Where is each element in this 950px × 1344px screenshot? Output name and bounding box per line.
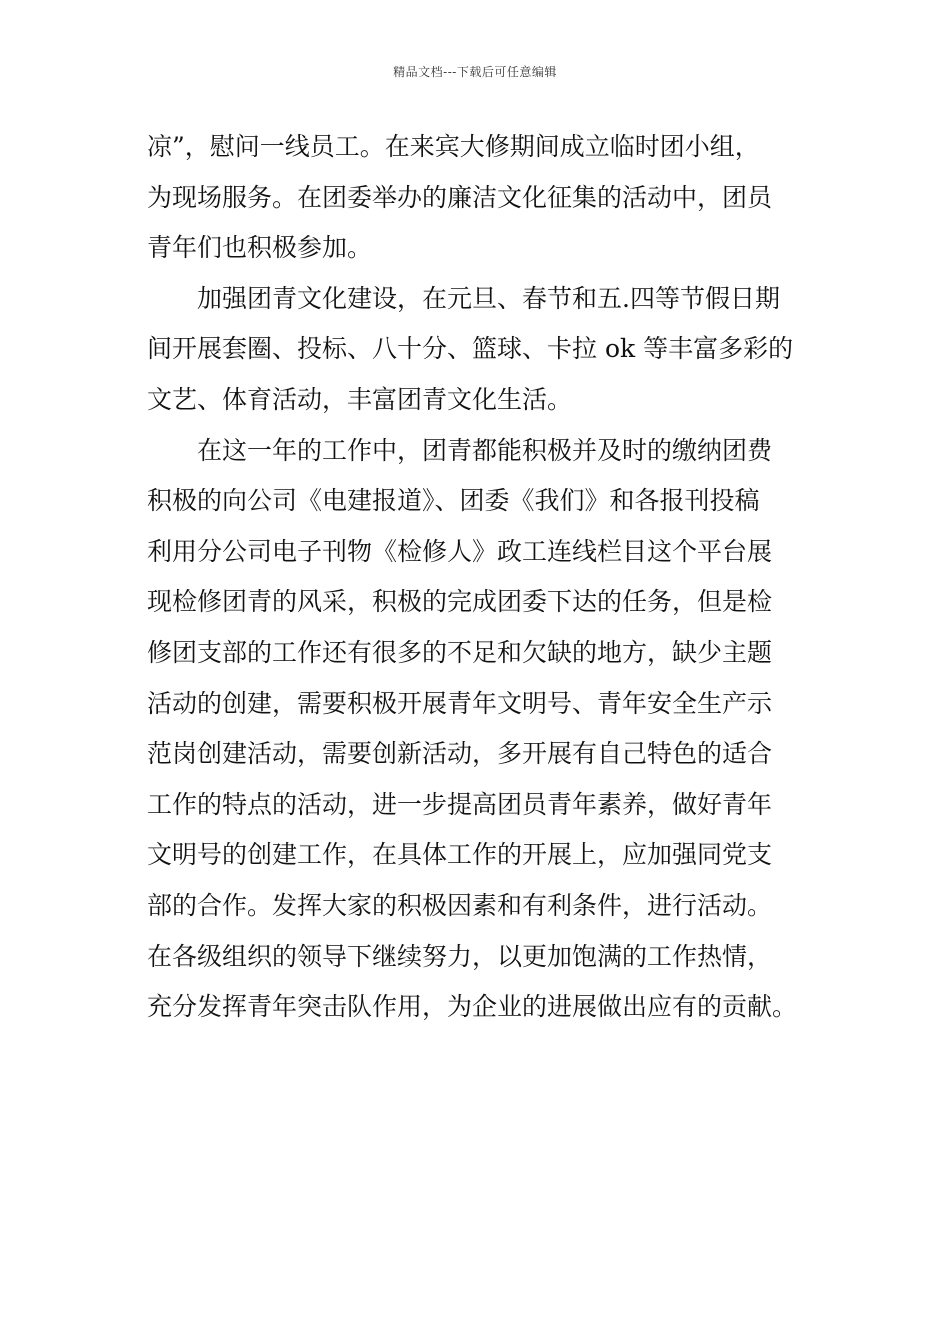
paragraph-line: 现检修团青的风采，积极的完成团委下达的任务，但是检 [147,587,773,617]
paragraph-line: 活动的创建，需要积极开展青年文明号、青年安全生产示 [147,688,773,718]
paragraph-line: 凉”，慰问一线员工。在来宾大修期间成立临时团小组， [147,132,760,161]
paragraph-line: 充分发挥青年突击队作用，为企业的进展做出应有的贡献。 [147,992,798,1022]
paragraph-line: 利用分公司电子刊物《检修人》政工连线栏目这个平台展 [147,536,773,566]
document-body [147,122,807,1033]
paragraph-1 [147,122,807,274]
paragraph-line: 修团支部的工作还有很多的不足和欠缺的地方，缺少主题 [147,637,773,667]
paragraph-line: 在各级组织的领导下继续努力，以更加饱满的工作热情， [147,941,773,971]
paragraph-line: 为现场服务。在团委举办的廉洁文化征集的活动中，团员 [147,182,773,212]
paragraph-line: 工作的特点的活动，进一步提高团员青年素养，做好青年 [147,789,773,819]
paragraph-line: 青年们也积极参加。 [147,233,373,263]
paragraph-line: 加强团青文化建设，在元旦、春节和五.四等节假日期 [197,283,780,313]
paragraph-line: 积极的向公司《电建报道》、团委《我们》和各报刊投稿 [147,486,760,516]
paragraph-line: 范岗创建活动，需要创新活动，多开展有自己特色的适合 [147,739,773,769]
paragraph-2 [147,274,807,426]
paragraph-line: 在这一年的工作中，团青都能积极并及时的缴纳团费 [197,435,773,465]
paragraph-line: 间开展套圈、投标、八十分、篮球、卡拉 ok 等丰富多彩的 [147,334,794,364]
paragraph-3 [147,426,807,1033]
page-header: 精品文档---下载后可任意编辑 [393,65,557,79]
paragraph-line: 部的合作。发挥大家的积极因素和有利条件，进行活动。 [147,890,773,920]
paragraph-line: 文艺、体育活动，丰富团青文化生活。 [147,384,573,414]
paragraph-line: 文明号的创建工作，在具体工作的开展上，应加强同党支 [147,840,773,870]
